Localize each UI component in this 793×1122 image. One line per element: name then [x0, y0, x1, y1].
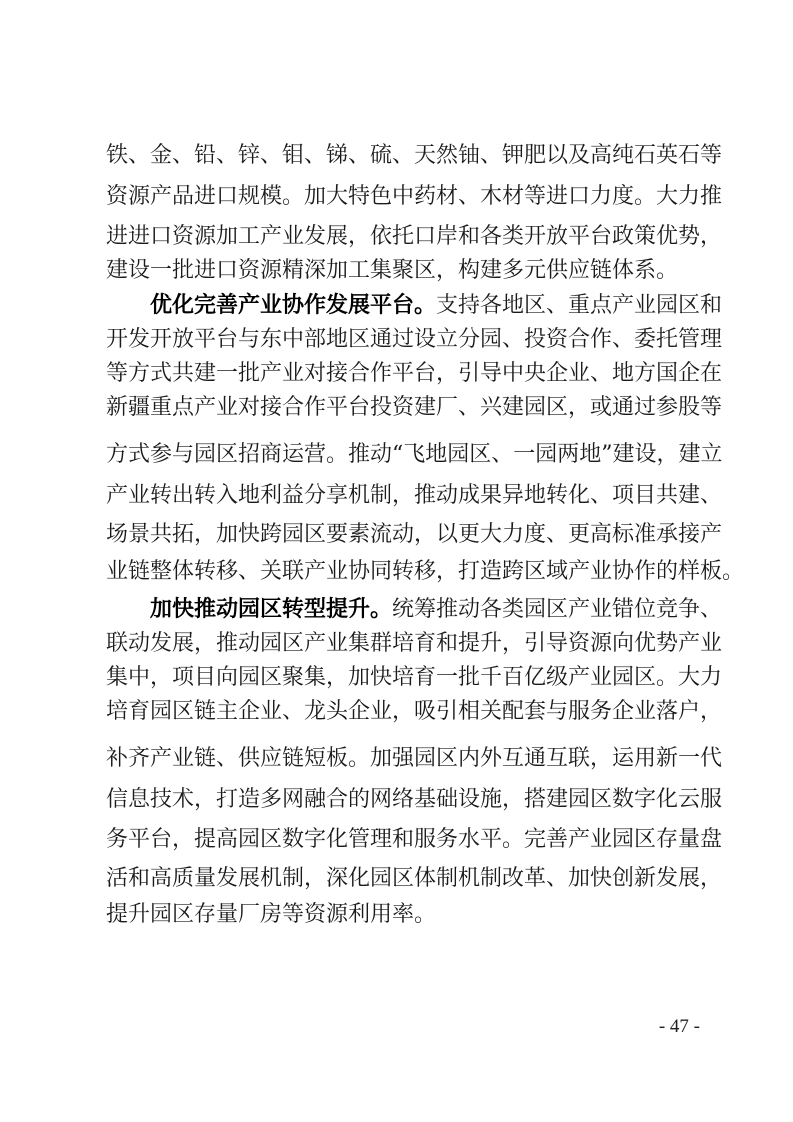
paragraph-2-line-4: 新疆重点产业对接合作平台投资建厂、兴建园区，或通过参股等	[106, 395, 723, 420]
paragraph-2-line-8: 业链整体转移、关联产业协同转移，打造跨区域产业协作的样板。	[106, 559, 745, 584]
paragraph-3-line-1-text: 统筹推动各类园区产业错位竞争、	[392, 597, 723, 622]
paragraph-3-heading: 加快推动园区转型提升。	[150, 597, 393, 622]
paragraph-2-line-1-text: 支持各地区、重点产业园区和	[436, 293, 723, 318]
paragraph-3-line-2: 联动发展，推动园区产业集群培育和提升，引导资源向优势产业	[106, 631, 723, 656]
paragraph-3-line-9: 提升园区存量厂房等资源利用率。	[106, 902, 437, 927]
paragraph-3-line-4: 培育园区链主企业、龙头企业，吸引相关配套与服务企业落户，	[106, 699, 723, 724]
paragraph-3-line-1	[150, 593, 723, 627]
paragraph-2-line-6: 产业转出转入地利益分享机制，推动成果异地转化、项目共建、	[106, 483, 723, 508]
paragraph-3-line-8: 活和高质量发展机制，深化园区体制机制改革、加快创新发展，	[106, 866, 723, 891]
paragraph-1-line-4: 建设一批进口资源精深加工集聚区，构建多元供应链体系。	[106, 258, 679, 283]
paragraph-3-line-7: 务平台，提高园区数字化管理和服务水平。完善产业园区存量盘	[106, 827, 723, 852]
paragraph-1-line-2: 资源产品进口规模。加大特色中药材、木材等进口力度。大力推	[106, 184, 723, 209]
paragraph-2-heading: 优化完善产业协作发展平台。	[150, 293, 437, 318]
paragraph-2-line-5: 方式参与园区招商运营。推动“飞地园区、一园两地”建设，建立	[106, 442, 723, 467]
paragraph-2-line-3: 等方式共建一批产业对接合作平台，引导中央企业、地方国企在	[106, 361, 723, 386]
page-number: - 47 -	[658, 1016, 700, 1037]
paragraph-2-line-2: 开发开放平台与东中部地区通过设立分园、投资合作、委托管理	[106, 327, 723, 352]
paragraph-3-line-5: 补齐产业链、供应链短板。加强园区内外互通互联，运用新一代	[106, 746, 723, 771]
paragraph-1-line-3: 进进口资源加工产业发展，依托口岸和各类开放平台政策优势，	[106, 224, 723, 249]
paragraph-3-line-6: 信息技术，打造多网融合的网络基础设施，搭建园区数字化云服	[106, 787, 723, 812]
paragraph-2-line-7: 场景共拓，加快跨园区要素流动，以更大力度、更高标准承接产	[106, 522, 723, 547]
paragraph-3-line-3: 集中，项目向园区聚集，加快培育一批千百亿级产业园区。大力	[106, 665, 723, 690]
paragraph-2-line-1	[150, 289, 723, 323]
paragraph-1-line-1: 铁、金、铅、锌、钼、锑、硫、天然铀、钾肥以及高纯石英石等	[106, 143, 723, 168]
